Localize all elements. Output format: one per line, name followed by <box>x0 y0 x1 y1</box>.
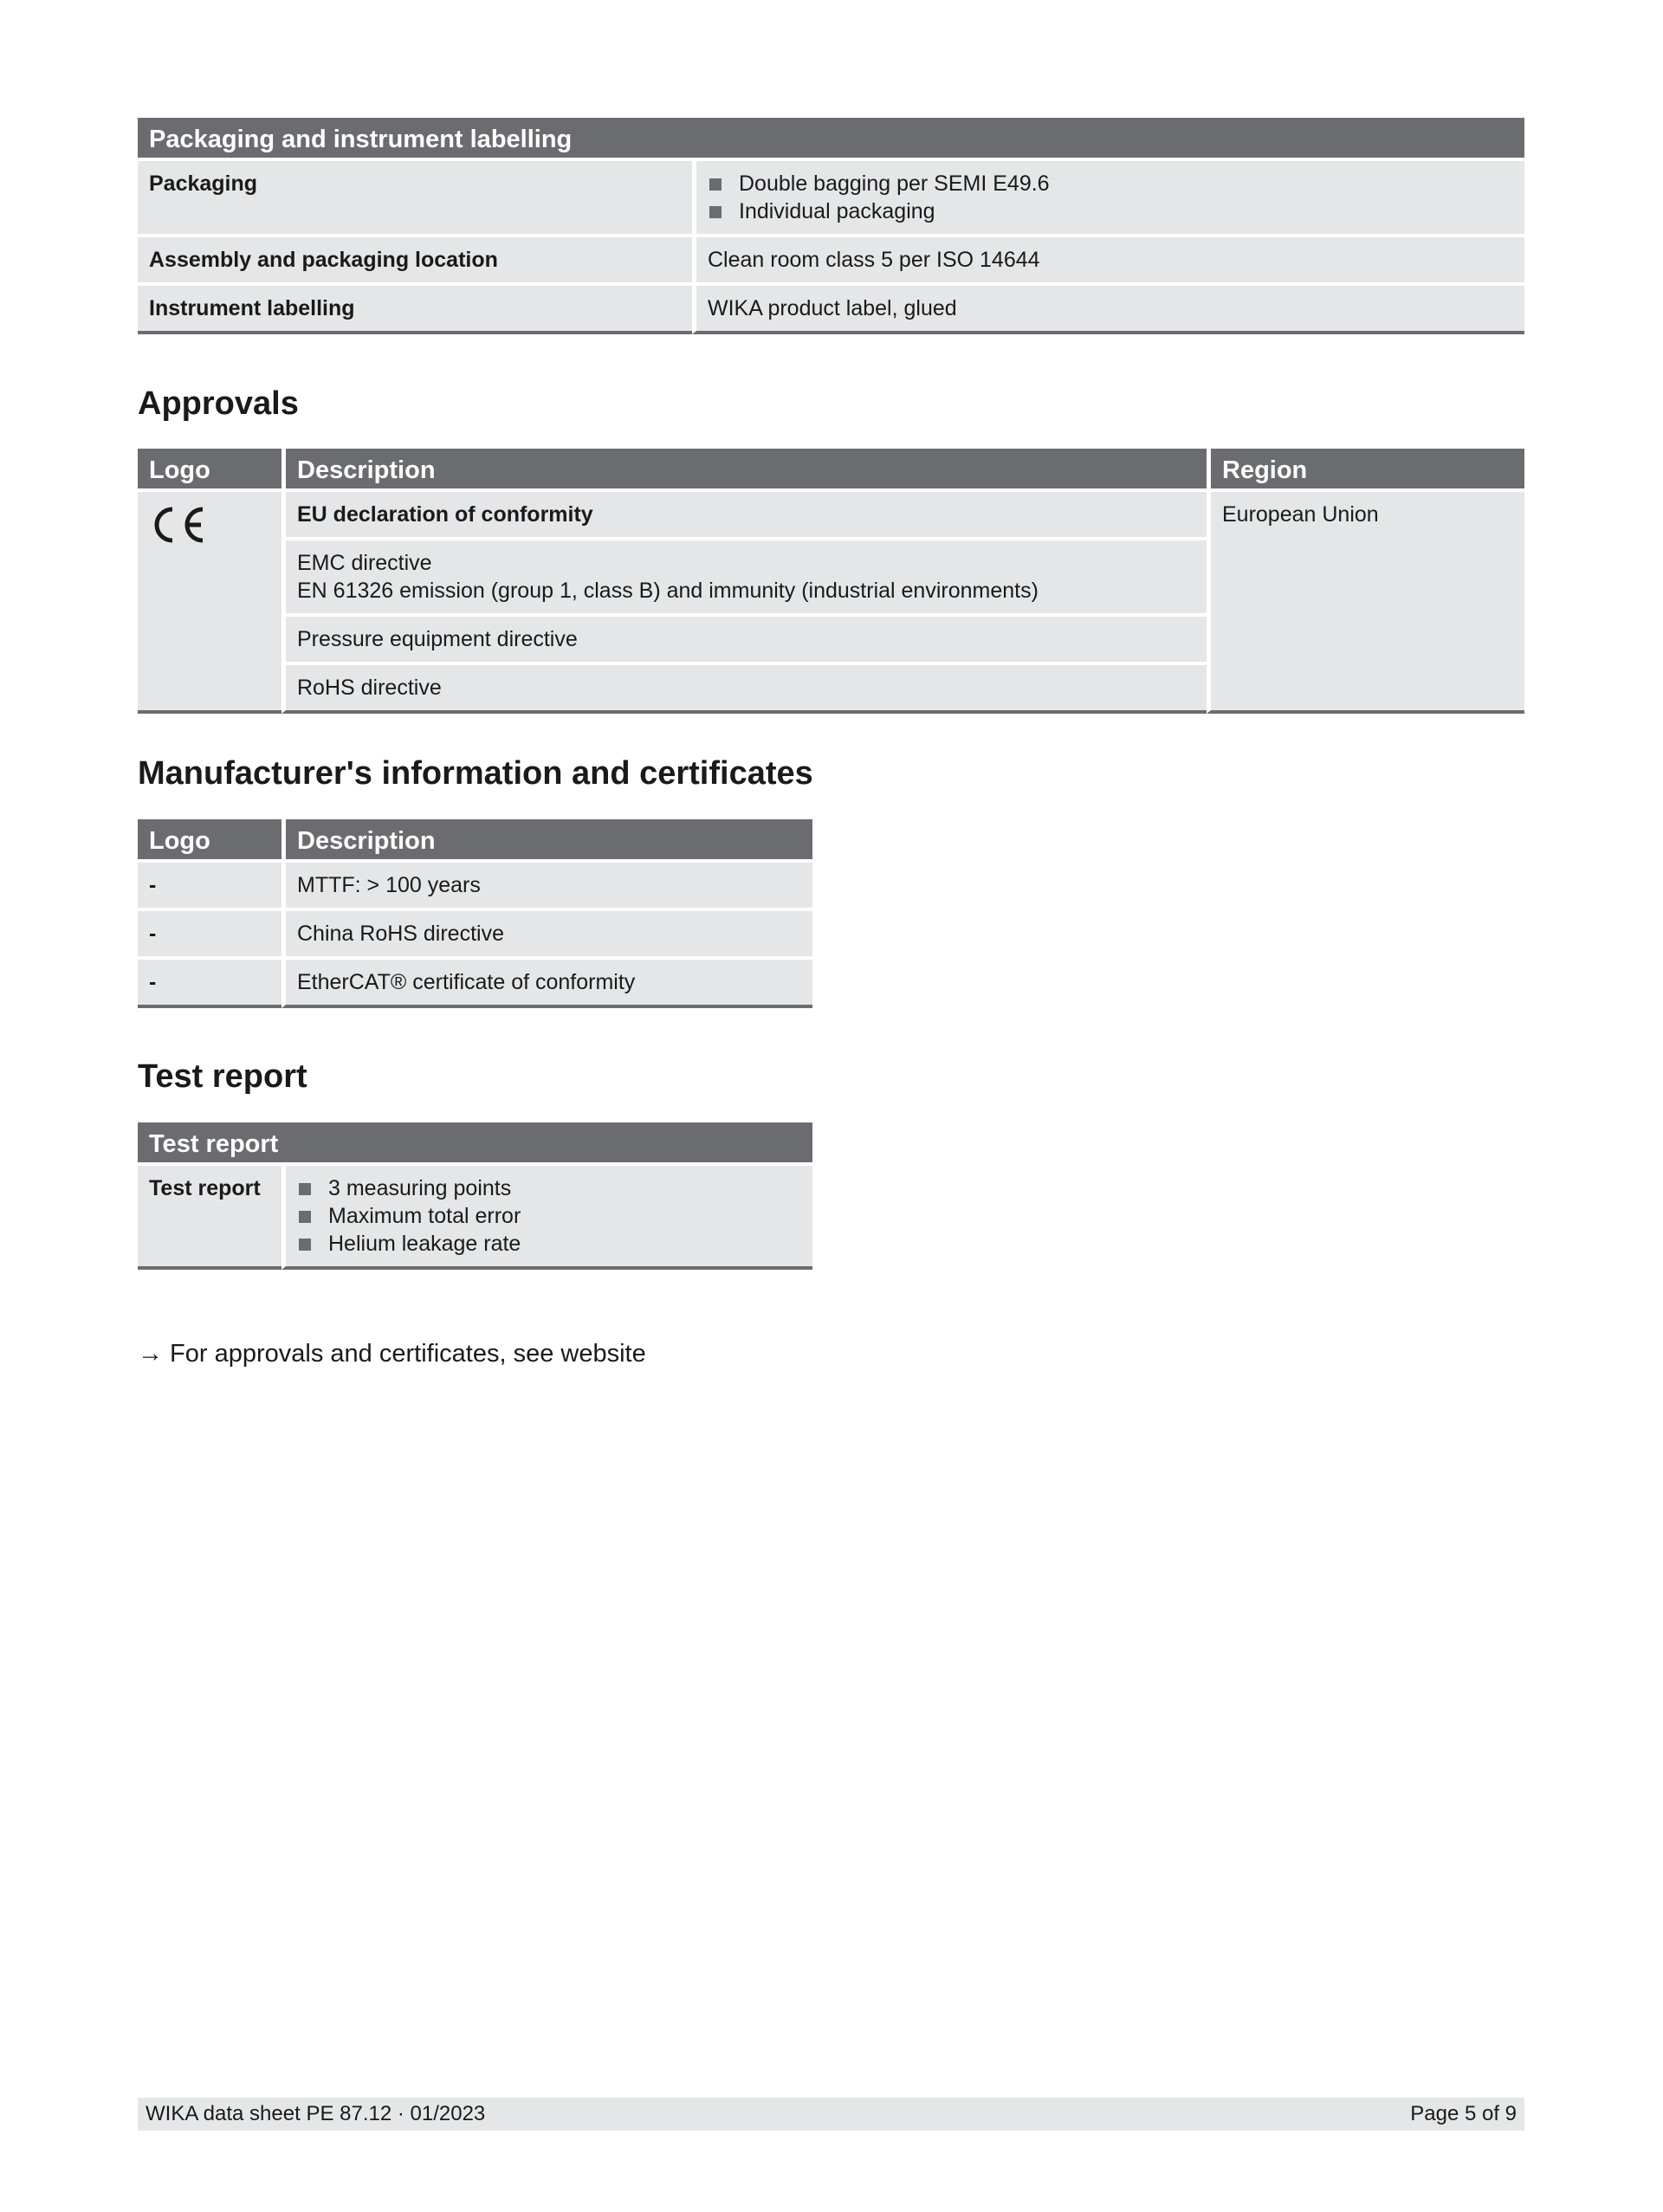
table-row <box>138 859 812 908</box>
list-item: Maximum total error <box>297 1202 801 1230</box>
approvals-header-logo: Logo <box>138 449 281 488</box>
packaging-value <box>692 158 1524 234</box>
approvals-header-region: Region <box>1207 449 1524 488</box>
description-line: EMC directive <box>297 551 432 575</box>
instrument-labelling-label: Instrument labelling <box>138 282 692 334</box>
approvals-title: Approvals <box>138 385 299 422</box>
manufacturer-logo: - <box>138 859 281 908</box>
assembly-location-label: Assembly and packaging location <box>138 234 692 282</box>
manufacturer-title: Manufacturer's information and certificates <box>138 755 813 792</box>
table-row <box>138 488 1524 537</box>
list-item: Double bagging per SEMI E49.6 <box>708 170 1513 197</box>
list-item: Individual packaging <box>708 197 1513 225</box>
manufacturer-table <box>138 819 812 1008</box>
test-report-header: Test report <box>138 1122 812 1162</box>
assembly-location-value: Clean room class 5 per ISO 14644 <box>692 234 1524 282</box>
test-report-label: Test report <box>138 1162 281 1270</box>
manufacturer-description: MTTF: > 100 years <box>281 859 812 908</box>
ce-mark-icon <box>149 504 206 546</box>
instrument-labelling-value: WIKA product label, glued <box>692 282 1524 334</box>
packaging-table-header: Packaging and instrument labelling <box>138 118 1524 158</box>
packaging-label: Packaging <box>138 158 692 234</box>
website-note: → For approvals and certificates, see website <box>138 1340 646 1368</box>
table-row <box>138 1162 812 1270</box>
manufacturer-description: EtherCAT® certificate of conformity <box>281 956 812 1008</box>
table-row <box>138 282 1524 334</box>
approvals-table <box>138 449 1524 714</box>
table-row <box>138 908 812 956</box>
test-report-title: Test report <box>138 1058 307 1095</box>
manufacturer-description: China RoHS directive <box>281 908 812 956</box>
manufacturer-header-logo: Logo <box>138 819 281 859</box>
table-row <box>138 234 1524 282</box>
test-report-value <box>281 1162 812 1270</box>
packaging-table <box>138 118 1524 334</box>
footer <box>138 2098 1524 2131</box>
description-line: EN 61326 emission (group 1, class B) and immunity (industrial environments) <box>297 579 1039 603</box>
approvals-description: EU declaration of conformity <box>281 488 1207 537</box>
approvals-logo-cell <box>138 488 281 714</box>
approvals-header-description: Description <box>281 449 1207 488</box>
manufacturer-header-description: Description <box>281 819 812 859</box>
footer-page-number: Page 5 of 9 <box>1410 2102 1517 2125</box>
list-item: Helium leakage rate <box>297 1230 801 1258</box>
approvals-description: RoHS directive <box>281 662 1207 714</box>
table-row <box>138 956 812 1008</box>
footer-datasheet-info: WIKA data sheet PE 87.12 · 01/2023 <box>146 2102 486 2125</box>
table-row <box>138 158 1524 234</box>
test-report-table <box>138 1122 812 1270</box>
approvals-region: European Union <box>1207 488 1524 714</box>
manufacturer-logo: - <box>138 908 281 956</box>
list-item: 3 measuring points <box>297 1174 801 1202</box>
manufacturer-logo: - <box>138 956 281 1008</box>
approvals-description <box>281 537 1207 613</box>
approvals-description: Pressure equipment directive <box>281 613 1207 662</box>
